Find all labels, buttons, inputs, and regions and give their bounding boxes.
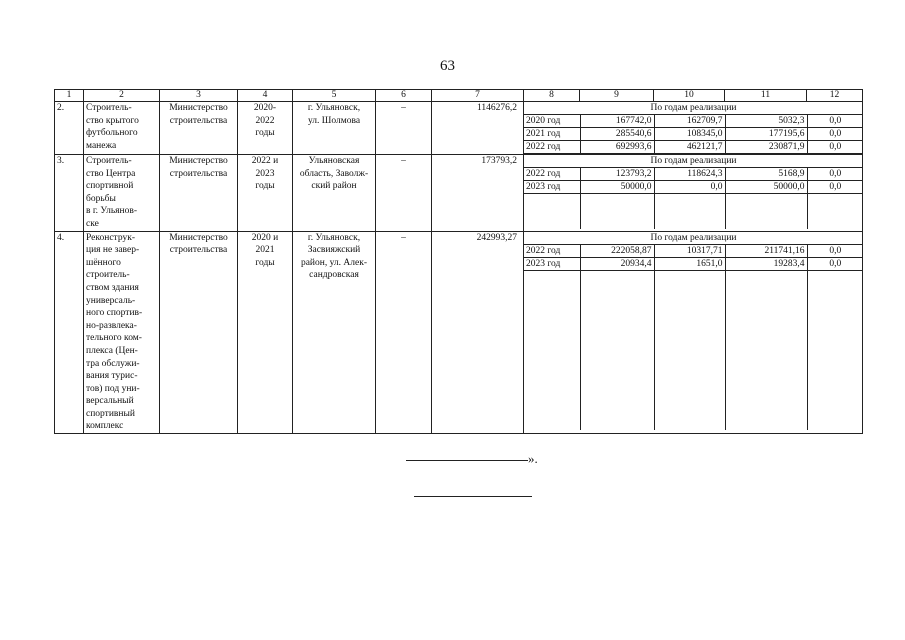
year-value: 20934,4 [580,257,654,270]
executor-line: строительства [169,115,228,126]
object-name-line: спортивный [86,408,135,419]
empty-cell [580,194,654,230]
object-name-line: ного спортив- [86,308,143,319]
object-name [84,155,160,232]
empty-cell [580,270,654,430]
object-name-line: тов) под уни- [86,383,140,394]
year-value: 108345,0 [654,128,725,141]
year-value: 0,0 [807,257,863,270]
object-name-line: вания турис- [86,371,138,382]
total-cost: 242993,27 [432,231,524,434]
year-value: 5168,9 [725,168,807,181]
year-value: 5032,3 [725,115,807,128]
year-value: 50000,0 [580,181,654,194]
object-name-line: спортивной [86,181,134,192]
column-number-11: 11 [725,90,807,102]
signature-line-2 [414,496,532,497]
column-number-5: 5 [293,90,376,102]
year-value: 123793,2 [580,168,654,181]
empty-cell [725,194,807,230]
object-name-line: шённого [86,257,121,268]
year-value: 230871,9 [725,141,807,154]
yearly-breakdown [524,155,863,232]
location-line: г. Ульяновск, [307,232,361,243]
column-number-4: 4 [238,90,293,102]
object-name-line: комплекс [86,421,124,432]
year-value: 0,0 [807,244,863,257]
location-line: район, ул. Алек- [300,257,368,268]
location-line: Ульяновская [308,156,360,166]
location-line: ул. Шолмова [307,115,361,126]
year-label: 2022 год [524,244,580,257]
year-label: 2022 год [524,168,580,181]
row-number: 2. [55,102,84,155]
year-value: 1651,0 [654,257,725,270]
period-line: годы [255,128,275,139]
year-value: 10317,71 [654,244,725,257]
object-name-line: ция не завер- [86,245,140,256]
year-row [524,141,863,154]
object-name-line: но-развлека- [86,320,137,331]
object-name-line: строитель- [86,270,130,281]
object-name-line: универсаль- [86,295,136,306]
row-number: 3. [55,155,84,232]
location-line: ский район [311,181,357,192]
year-label: 2023 год [524,181,580,194]
executor-line: строительства [169,168,228,179]
year-label: 2021 год [524,128,580,141]
year-row [524,244,863,257]
object-name-line: ство крытого [86,115,139,126]
column-number-8: 8 [524,90,580,102]
location-line: область, Заволж- [299,168,369,179]
year-value: 462121,7 [654,141,725,154]
yearly-breakdown [524,231,863,434]
program-table [54,89,863,434]
page-number: 63 [440,58,455,74]
column-number-9: 9 [580,90,654,102]
period-line: 2020- [253,103,277,113]
column-number-7: 7 [432,90,524,102]
object-name [84,231,160,434]
column-number-12: 12 [807,90,863,102]
col6-dash: – [376,155,432,232]
year-value: 167742,0 [580,115,654,128]
closing-mark: ». [528,451,538,466]
object-name-line: тра обслужи- [86,358,140,369]
year-value: 222058,87 [580,244,654,257]
column-number-1: 1 [55,90,84,102]
object-name-line: плекса (Цен- [86,345,138,356]
executor [160,155,238,232]
year-value: 0,0 [807,141,863,154]
object-name-line: ство Центра [86,168,136,179]
column-number-6: 6 [376,90,432,102]
by-years-header: По годам реализации [524,232,863,245]
total-cost: 173793,2 [432,155,524,232]
executor [160,102,238,155]
empty-cell [807,270,863,430]
empty-cell [654,194,725,230]
year-label: 2023 год [524,257,580,270]
year-value: 0,0 [807,168,863,181]
year-value: 0,0 [654,181,725,194]
period [238,102,293,155]
period-line: годы [255,181,275,192]
location-line: сандровская [309,270,359,281]
empty-cell [725,270,807,430]
object-name-line: Строитель- [86,156,132,166]
by-years-header: По годам реализации [524,155,863,168]
period-line: 2022 [255,115,275,126]
empty-cell [654,270,725,430]
location [293,231,376,434]
table-row [55,102,863,155]
object-name-line: ске [86,218,99,229]
year-value: 0,0 [807,181,863,194]
year-label: 2020 год [524,115,580,128]
object-name-line: версальный [86,396,134,407]
executor-line: строительства [169,245,228,256]
period [238,155,293,232]
executor [160,231,238,434]
year-value: 211741,16 [725,244,807,257]
empty-cell [524,270,580,430]
year-value: 0,0 [807,115,863,128]
row-number: 4. [55,231,84,434]
period-line: годы [255,257,275,268]
year-row [524,181,863,194]
year-value: 0,0 [807,128,863,141]
object-name-line: Реконструк- [86,232,135,243]
period-line: 2022 и [251,156,279,166]
empty-cell [807,194,863,230]
executor-line: Министерство [169,156,228,166]
executor-line: Министерство [169,103,228,113]
col6-dash: – [376,102,432,155]
location-line: г. Ульяновск, [307,103,361,113]
year-value: 19283,4 [725,257,807,270]
period-line: 2021 [255,245,275,256]
empty-cell [524,194,580,230]
table-row [55,155,863,232]
period [238,231,293,434]
total-cost: 1146276,2 [432,102,524,155]
column-number-row [55,90,863,102]
column-number-3: 3 [160,90,238,102]
object-name-line: футбольного [86,128,138,139]
year-value: 177195,6 [725,128,807,141]
location [293,102,376,155]
object-name-line: Строитель- [86,103,132,113]
by-years-header: По годам реализации [524,102,863,115]
location-line: Засвияжский [307,245,361,256]
object-name-line: ством здания [86,282,139,293]
table-row [55,231,863,434]
col6-dash: – [376,231,432,434]
year-value: 118624,3 [654,168,725,181]
year-value: 285540,6 [580,128,654,141]
object-name-line: в г. Ульянов- [86,206,138,217]
year-row [524,257,863,270]
year-row [524,115,863,128]
yearly-breakdown [524,102,863,155]
signature-line-1 [406,460,528,461]
column-number-10: 10 [654,90,725,102]
year-label: 2022 год [524,141,580,154]
period-line: 2020 и [251,232,279,243]
column-number-2: 2 [84,90,160,102]
executor-line: Министерство [169,232,228,243]
year-row [524,128,863,141]
object-name-line: борьбы [86,193,116,204]
location [293,155,376,232]
year-row [524,168,863,181]
year-value: 50000,0 [725,181,807,194]
object-name-line: тельного ком- [86,333,142,344]
object-name [84,102,160,155]
year-value: 162709,7 [654,115,725,128]
year-value: 692993,6 [580,141,654,154]
object-name-line: манежа [86,140,117,151]
period-line: 2023 [255,168,275,179]
